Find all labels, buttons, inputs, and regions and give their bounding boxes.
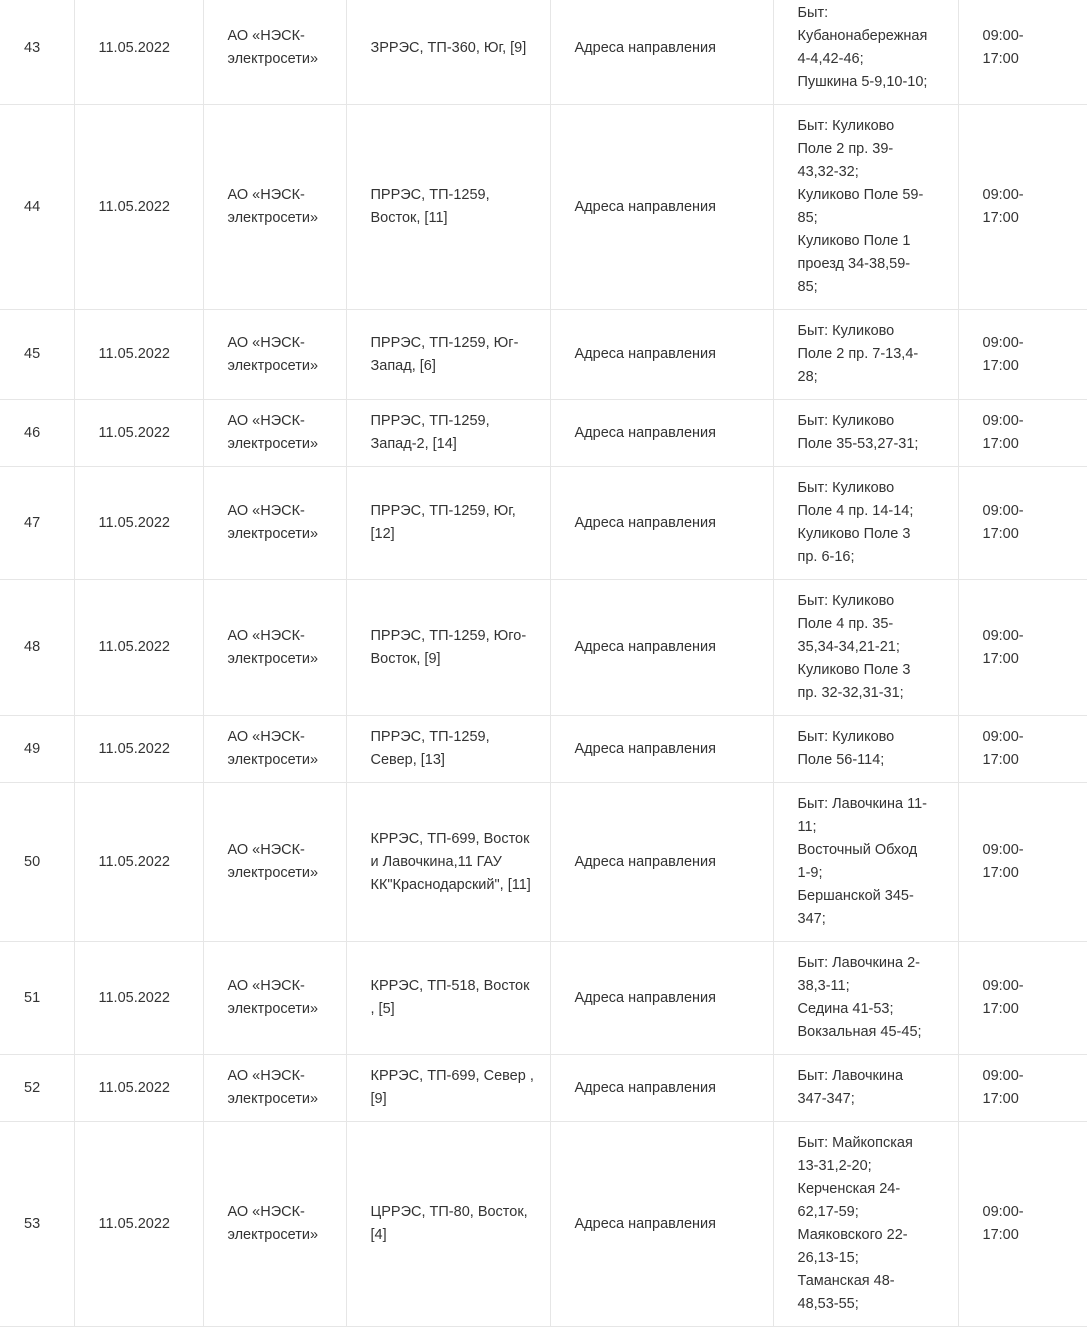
address-line: Поле 56-114; xyxy=(797,752,885,768)
time-line: 09:00- xyxy=(982,627,1024,644)
row-organization: АО «НЭСК-электросети» xyxy=(203,310,346,400)
table-row xyxy=(0,783,1087,942)
row-direction: Адреса направления xyxy=(550,1122,773,1327)
table-row xyxy=(0,1122,1087,1327)
address-line: 347-347; xyxy=(797,1091,855,1107)
row-time xyxy=(958,310,1087,400)
address-line: Керченская 24- xyxy=(797,1181,901,1197)
row-date: 11.05.2022 xyxy=(74,105,203,310)
time-line: 17:00 xyxy=(982,210,1019,226)
row-number: 48 xyxy=(0,580,74,716)
time-line: 17:00 xyxy=(982,51,1019,67)
row-organization: АО «НЭСК-электросети» xyxy=(203,1122,346,1327)
row-date: 11.05.2022 xyxy=(74,467,203,580)
address-line: 43,32-32; xyxy=(797,164,859,180)
row-organization: АО «НЭСК-электросети» xyxy=(203,580,346,716)
address-line: 48,53-55; xyxy=(797,1296,859,1312)
address-line: 38,3-11; xyxy=(797,978,850,994)
time-line: 17:00 xyxy=(982,1227,1019,1243)
address-line: 62,17-59; xyxy=(797,1204,859,1220)
time-line: 17:00 xyxy=(982,650,1019,667)
table-row xyxy=(0,105,1087,310)
row-addresses xyxy=(773,105,958,310)
row-date: 11.05.2022 xyxy=(74,1055,203,1122)
row-direction: Адреса направления xyxy=(550,105,773,310)
time-line: 09:00- xyxy=(982,1204,1024,1220)
time-line: 09:00- xyxy=(982,978,1024,994)
row-object: КРРЭС, ТП-518, Восток , [5] xyxy=(346,942,550,1055)
row-direction: Адреса направления xyxy=(550,942,773,1055)
time-line: 09:00- xyxy=(982,334,1024,351)
row-organization: АО «НЭСК-электросети» xyxy=(203,467,346,580)
row-organization: АО «НЭСК-электросети» xyxy=(203,716,346,783)
row-date: 11.05.2022 xyxy=(74,310,203,400)
address-line: Восточный Обход xyxy=(797,842,918,858)
address-line: 85; xyxy=(797,210,818,226)
address-line: Быт: xyxy=(797,5,829,21)
row-direction: Адреса направления xyxy=(550,400,773,467)
table-row xyxy=(0,716,1087,783)
time-line: 09:00- xyxy=(982,729,1024,745)
table-row xyxy=(0,400,1087,467)
address-line: Куликово Поле 59- xyxy=(797,187,924,203)
address-line: Поле 2 пр. 39- xyxy=(797,141,894,157)
time-line: 17:00 xyxy=(982,526,1019,542)
address-line: Быт: Майкопская xyxy=(797,1135,913,1151)
row-addresses xyxy=(773,1055,958,1122)
address-line: 85; xyxy=(797,279,818,295)
address-line: 35,34-34,21-21; xyxy=(797,639,900,655)
address-line: Быт: Лавочкина xyxy=(797,1068,904,1084)
row-date: 11.05.2022 xyxy=(74,942,203,1055)
address-line: Быт: Куликово xyxy=(797,413,895,429)
time-line: 17:00 xyxy=(982,357,1019,374)
row-addresses xyxy=(773,1122,958,1327)
address-line: 28; xyxy=(797,369,818,385)
address-line: 1-9; xyxy=(797,865,823,881)
row-addresses xyxy=(773,580,958,716)
address-line: Быт: Куликово xyxy=(797,118,895,134)
time-line: 09:00- xyxy=(982,842,1024,858)
row-addresses xyxy=(773,400,958,467)
row-direction: Адреса направления xyxy=(550,1055,773,1122)
row-object: ПРРЭС, ТП-1259, Восток, [11] xyxy=(346,105,550,310)
time-line: 09:00- xyxy=(982,1068,1024,1084)
row-organization: АО «НЭСК-электросети» xyxy=(203,783,346,942)
address-line: Быт: Куликово xyxy=(797,729,895,745)
row-object: ЦРРЭС, ТП-80, Восток, [4] xyxy=(346,1122,550,1327)
address-line: Поле 2 пр. 7-13,4- xyxy=(797,346,919,362)
row-object: ПРРЭС, ТП-1259, Юго-Восток, [9] xyxy=(346,580,550,716)
row-date: 11.05.2022 xyxy=(74,400,203,467)
row-time xyxy=(958,1055,1087,1122)
time-line: 09:00- xyxy=(982,187,1024,203)
table-row xyxy=(0,0,1087,105)
row-time xyxy=(958,0,1087,105)
row-object: КРРЭС, ТП-699, Восток и Лавочкина,11 ГАУ КК"Краснодарский", [11] xyxy=(346,783,550,942)
time-line: 17:00 xyxy=(982,752,1019,768)
row-organization: АО «НЭСК-электросети» xyxy=(203,1055,346,1122)
row-date: 11.05.2022 xyxy=(74,783,203,942)
address-line: 347; xyxy=(797,911,826,927)
row-direction: Адреса направления xyxy=(550,0,773,105)
time-line: 09:00- xyxy=(982,503,1024,519)
row-time xyxy=(958,105,1087,310)
address-line: Быт: Лавочкина 2- xyxy=(797,955,920,971)
row-number: 44 xyxy=(0,105,74,310)
row-number: 45 xyxy=(0,310,74,400)
row-addresses xyxy=(773,783,958,942)
address-line: Таманская 48- xyxy=(797,1273,895,1289)
row-organization: АО «НЭСК-электросети» xyxy=(203,400,346,467)
address-line: Поле 4 пр. 35- xyxy=(797,616,894,632)
row-addresses xyxy=(773,716,958,783)
table-row xyxy=(0,467,1087,580)
time-line: 09:00- xyxy=(982,413,1024,429)
row-number: 53 xyxy=(0,1122,74,1327)
time-line: 17:00 xyxy=(982,436,1019,452)
row-time xyxy=(958,783,1087,942)
row-addresses xyxy=(773,0,958,105)
address-line: Куликово Поле 3 xyxy=(797,662,911,678)
row-object: ПРРЭС, ТП-1259, Юг-Запад, [6] xyxy=(346,310,550,400)
row-object: КРРЭС, ТП-699, Север , [9] xyxy=(346,1055,550,1122)
address-line: Пушкина 5-9,10-10; xyxy=(797,74,928,90)
row-time xyxy=(958,400,1087,467)
address-line: пр. 32-32,31-31; xyxy=(797,685,904,701)
address-line: Седина 41-53; xyxy=(797,1001,894,1017)
row-date: 11.05.2022 xyxy=(74,716,203,783)
address-line: Вокзальная 45-45; xyxy=(797,1024,922,1040)
address-line: Кубанонабережная xyxy=(797,28,928,44)
row-direction: Адреса направления xyxy=(550,310,773,400)
address-line: 26,13-15; xyxy=(797,1250,859,1266)
row-object: ПРРЭС, ТП-1259, Запад-2, [14] xyxy=(346,400,550,467)
row-number: 46 xyxy=(0,400,74,467)
address-line: Поле 4 пр. 14-14; xyxy=(797,503,914,519)
row-object: ПРРЭС, ТП-1259, Юг, [12] xyxy=(346,467,550,580)
row-direction: Адреса направления xyxy=(550,716,773,783)
row-number: 50 xyxy=(0,783,74,942)
row-time xyxy=(958,716,1087,783)
row-time xyxy=(958,467,1087,580)
time-line: 17:00 xyxy=(982,865,1019,881)
row-number: 43 xyxy=(0,0,74,105)
time-line: 17:00 xyxy=(982,1001,1019,1017)
address-line: Бершанской 345- xyxy=(797,888,914,904)
address-line: 4-4,42-46; xyxy=(797,51,864,67)
row-time xyxy=(958,580,1087,716)
row-direction: Адреса направления xyxy=(550,783,773,942)
address-line: Быт: Куликово xyxy=(797,323,895,339)
address-line: 13-31,2-20; xyxy=(797,1158,872,1174)
row-date: 11.05.2022 xyxy=(74,0,203,105)
row-number: 47 xyxy=(0,467,74,580)
row-addresses xyxy=(773,467,958,580)
row-time xyxy=(958,942,1087,1055)
row-object: ЗРРЭС, ТП-360, Юг, [9] xyxy=(346,0,550,105)
table-row xyxy=(0,580,1087,716)
address-line: Поле 35-53,27-31; xyxy=(797,436,919,452)
time-line: 17:00 xyxy=(982,1091,1019,1107)
row-addresses xyxy=(773,942,958,1055)
row-organization: АО «НЭСК-электросети» xyxy=(203,0,346,105)
address-line: Куликово Поле 3 xyxy=(797,526,911,542)
address-line: проезд 34-38,59- xyxy=(797,256,911,272)
address-line: Маяковского 22- xyxy=(797,1227,908,1243)
address-line: Быт: Куликово xyxy=(797,593,895,609)
table-row xyxy=(0,1055,1087,1122)
row-direction: Адреса направления xyxy=(550,467,773,580)
row-number: 52 xyxy=(0,1055,74,1122)
address-line: Быт: Куликово xyxy=(797,480,895,496)
address-line: Быт: Лавочкина 11- xyxy=(797,796,927,812)
time-line: 09:00- xyxy=(982,28,1024,44)
row-number: 51 xyxy=(0,942,74,1055)
address-line: Куликово Поле 1 xyxy=(797,233,911,249)
row-direction: Адреса направления xyxy=(550,580,773,716)
table-row xyxy=(0,310,1087,400)
row-addresses xyxy=(773,310,958,400)
row-number: 49 xyxy=(0,716,74,783)
row-date: 11.05.2022 xyxy=(74,580,203,716)
row-date: 11.05.2022 xyxy=(74,1122,203,1327)
row-organization: АО «НЭСК-электросети» xyxy=(203,942,346,1055)
row-object: ПРРЭС, ТП-1259, Север, [13] xyxy=(346,716,550,783)
row-time xyxy=(958,1122,1087,1327)
table-row xyxy=(0,942,1087,1055)
row-organization: АО «НЭСК-электросети» xyxy=(203,105,346,310)
address-line: 11; xyxy=(797,819,817,835)
address-line: пр. 6-16; xyxy=(797,549,855,565)
